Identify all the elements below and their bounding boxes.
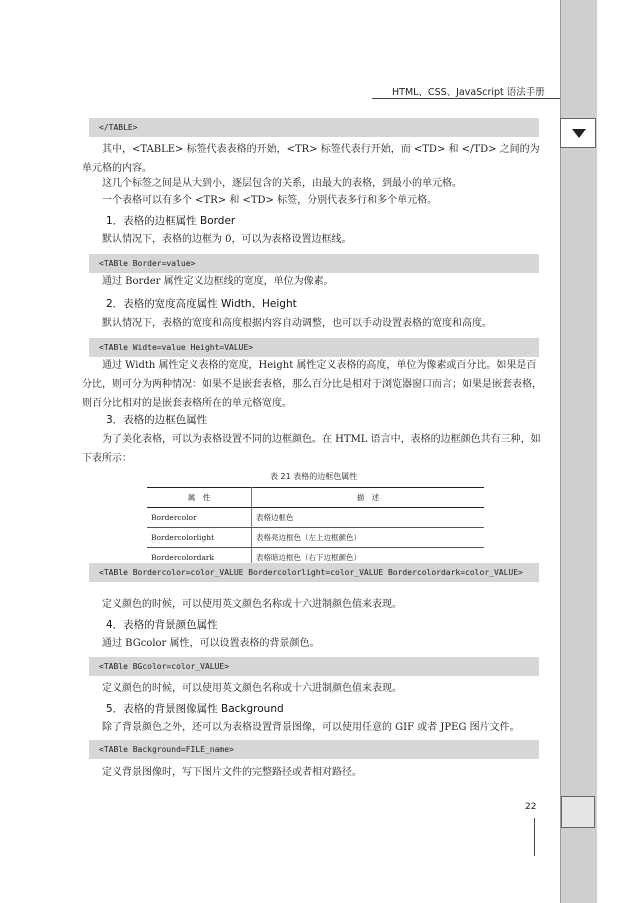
paragraph-10: 通过 BGcolor 属性，可以设置表格的背景颜色。 bbox=[102, 638, 320, 649]
side-box bbox=[561, 796, 595, 828]
table-row bbox=[147, 528, 484, 548]
table-cell: 表格边框色 bbox=[252, 508, 485, 528]
heading-5: 5．表格的背景图像属性 Background bbox=[106, 703, 284, 715]
paragraph-13: 定义背景图像时，写下图片文件的完整路径或者相对路径。 bbox=[102, 767, 362, 778]
paragraph-8: 为了美化表格，可以为表格设置不同的边框颜色。在 HTML 语言中，表格的边框颜色共有三种，如下表所示： bbox=[82, 434, 541, 464]
table-header-property: 属 性 bbox=[147, 488, 252, 508]
heading-1: 1．表格的边框属性 Border bbox=[106, 215, 236, 227]
heading-3: 3．表格的边框色属性 bbox=[106, 414, 208, 426]
table-cell: Bordercolor bbox=[147, 508, 252, 528]
side-tab[interactable] bbox=[560, 118, 596, 148]
heading-2: 2．表格的宽度高度属性 Width、Height bbox=[106, 298, 297, 310]
table-cell: 表格暗边框色（右下边框颜色） bbox=[252, 548, 485, 568]
code-block-2: <TABle Border=value> bbox=[89, 254, 539, 273]
paragraph-9: 定义颜色的时候，可以使用英文颜色名称或十六进制颜色值来表现。 bbox=[102, 599, 402, 610]
page-number: 22 bbox=[525, 802, 537, 812]
code-block-3: <TABle Widte=value Height=VALUE> bbox=[89, 338, 539, 357]
table-header-description: 描 述 bbox=[252, 488, 485, 508]
code-block-5: <TABle BGcolor=color_VALUE> bbox=[89, 657, 539, 676]
heading-4: 4．表格的背景颜色属性 bbox=[106, 619, 218, 631]
code-block-4: <TABle Bordercolor=color_VALUE Bordercolorlight=color_VALUE Bordercolordark=color_VALUE> bbox=[89, 563, 539, 582]
paragraph-7: 通过 Width 属性定义表格的宽度，Height 属性定义表格的高度，单位为像素或百分比。如果是百分比，则可分为两种情况：如果不是嵌套表格，那么百分比是相对于浏览器窗口而言；如果是嵌套表格，则百分比相对的是嵌套表格所在的单元格宽度。 bbox=[82, 360, 542, 409]
table-row bbox=[147, 508, 484, 528]
border-color-table bbox=[147, 487, 484, 568]
paragraph-11: 定义颜色的时候，可以使用英文颜色名称或十六进制颜色值来表现。 bbox=[102, 683, 402, 694]
footer-rule bbox=[534, 818, 535, 856]
paragraph-4: 默认情况下，表格的边框为 0，可以为表格设置边框线。 bbox=[102, 234, 352, 245]
header-rule bbox=[372, 98, 560, 99]
running-header: HTML、CSS、JavaScript 语法手册 bbox=[392, 87, 545, 98]
paragraph-6: 默认情况下，表格的宽度和高度根据内容自动调整，也可以手动设置表格的宽度和高度。 bbox=[102, 318, 492, 329]
table-header-row bbox=[147, 488, 484, 508]
paragraph-12: 除了背景颜色之外，还可以为表格设置背景图像，可以使用任意的 GIF 或者 JPEG 图片文件。 bbox=[102, 722, 520, 733]
code-block-1: </TABLE> bbox=[89, 118, 539, 137]
paragraph-1: 其中，<TABLE> 标签代表表格的开始，<TR> 标签代表行开始，而 <TD> 和 </TD> 之间的为单元格的内容。 bbox=[82, 144, 540, 174]
table-cell: Bordercolorlight bbox=[147, 528, 252, 548]
paragraph-5: 通过 Border 属性定义边框线的宽度，单位为像素。 bbox=[102, 276, 334, 287]
table-caption: 表 21 表格的边框色属性 bbox=[270, 472, 358, 481]
triangle-down-icon bbox=[572, 129, 586, 138]
table-cell: Bordercolordark bbox=[147, 548, 252, 568]
table-cell: 表格亮边框色（左上边框颜色） bbox=[252, 528, 485, 548]
paragraph-3: 一个表格可以有多个 <TR> 和 <TD> 标签，分别代表多行和多个单元格。 bbox=[102, 195, 438, 206]
paragraph-2: 这几个标签之间是从大到小，逐层包含的关系，由最大的表格，到最小的单元格。 bbox=[102, 178, 462, 189]
code-block-6: <TABle Background=FILE_name> bbox=[89, 740, 539, 759]
